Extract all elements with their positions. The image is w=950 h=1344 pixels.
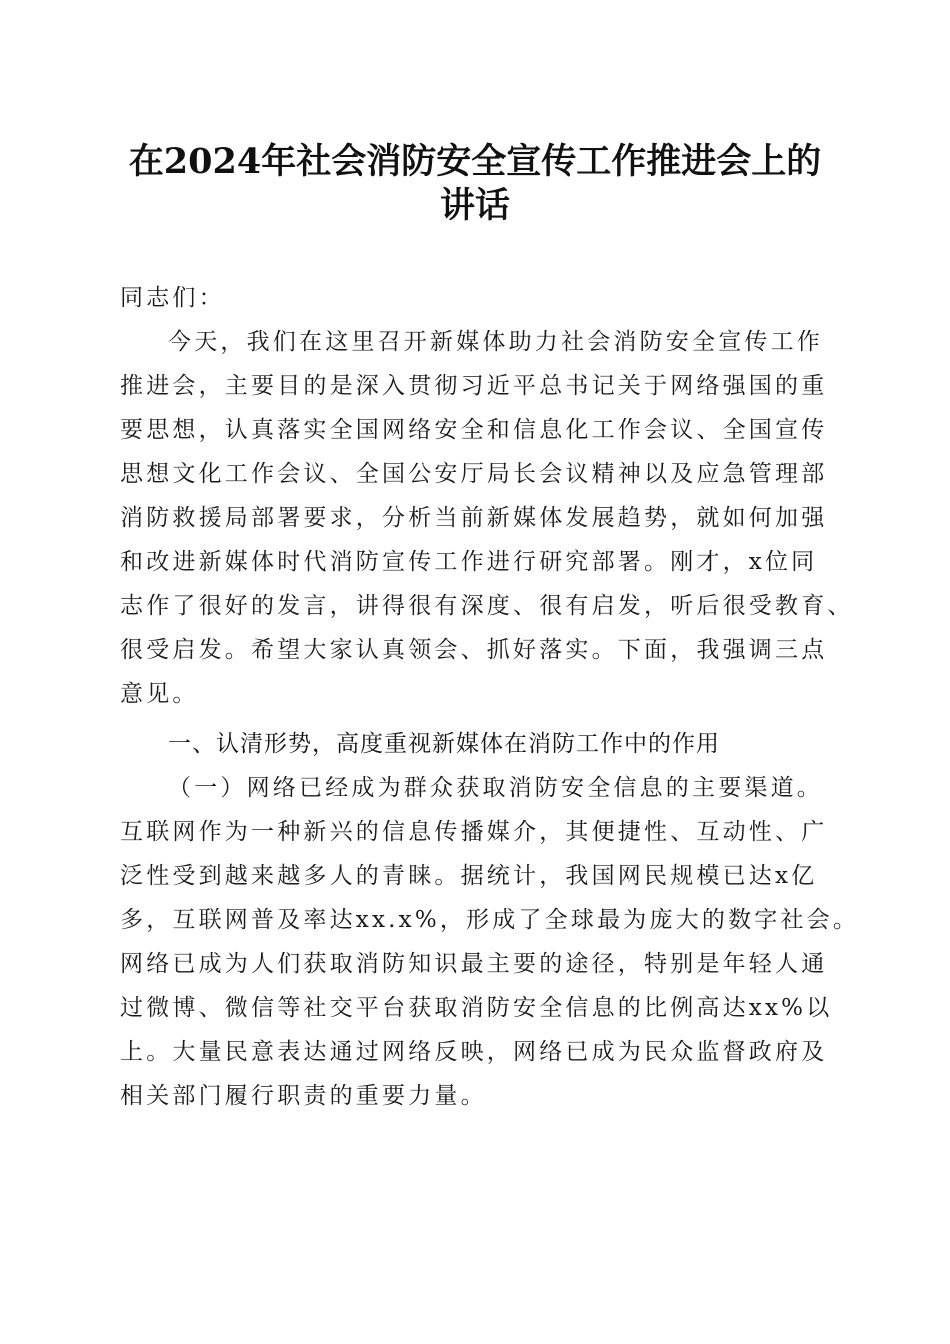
paragraph-1-line: 意见。 [120, 681, 199, 707]
paragraph-1-line: 志作了很好的发言，讲得很有深度、很有启发，听后很受教育、 [120, 593, 854, 619]
salutation: 同志们： [120, 285, 225, 311]
document-title-line-2: 讲话 [439, 185, 510, 226]
paragraph-2-line: 多，互联网普及率达xx.x%，形成了全球最为庞大的数字社会。 [120, 907, 860, 933]
paragraph-2-line: （一）网络已经成为群众获取消防安全信息的主要渠道。 [168, 775, 823, 801]
paragraph-1-line: 要思想，认真落实全国网络安全和信息化工作会议、全国宣传 [120, 417, 828, 443]
paragraph-1-line: 很受启发。希望大家认真领会、抓好落实。下面，我强调三点 [120, 637, 828, 663]
paragraph-2-line: 上。大量民意表达通过网络反映，网络已成为民众监督政府及 [120, 1039, 828, 1065]
paragraph-2-line: 相关部门履行职责的重要力量。 [120, 1083, 487, 1109]
paragraph-2-line: 互联网作为一种新兴的信息传播媒介，其便捷性、互动性、广 [120, 819, 828, 845]
document-title-line-1: 在2024年社会消防安全宣传工作推进会上的 [128, 141, 822, 182]
paragraph-1-line: 今天，我们在这里召开新媒体助力社会消防安全宣传工作 [168, 329, 823, 355]
paragraph-1-line: 消防救援局部署要求，分析当前新媒体发展趋势，就如何加强 [120, 505, 828, 531]
paragraph-1-line: 和改进新媒体时代消防宣传工作进行研究部署。刚才，x位同 [120, 549, 818, 575]
paragraph-1-line: 思想文化工作会议、全国公安厅局长会议精神以及应急管理部 [120, 461, 828, 487]
paragraph-1-line: 推进会，主要目的是深入贯彻习近平总书记关于网络强国的重 [120, 373, 828, 399]
paragraph-2-line: 泛性受到越来越多人的青睐。据统计，我国网民规模已达x亿 [120, 863, 818, 889]
paragraph-2-line: 网络已成为人们获取消防知识最主要的途径，特别是年轻人通 [120, 951, 828, 977]
section-1-heading: 一、认清形势，高度重视新媒体在消防工作中的作用 [168, 731, 720, 757]
paragraph-2-line: 过微博、微信等社交平台获取消防安全信息的比例高达xx%以 [120, 995, 833, 1021]
